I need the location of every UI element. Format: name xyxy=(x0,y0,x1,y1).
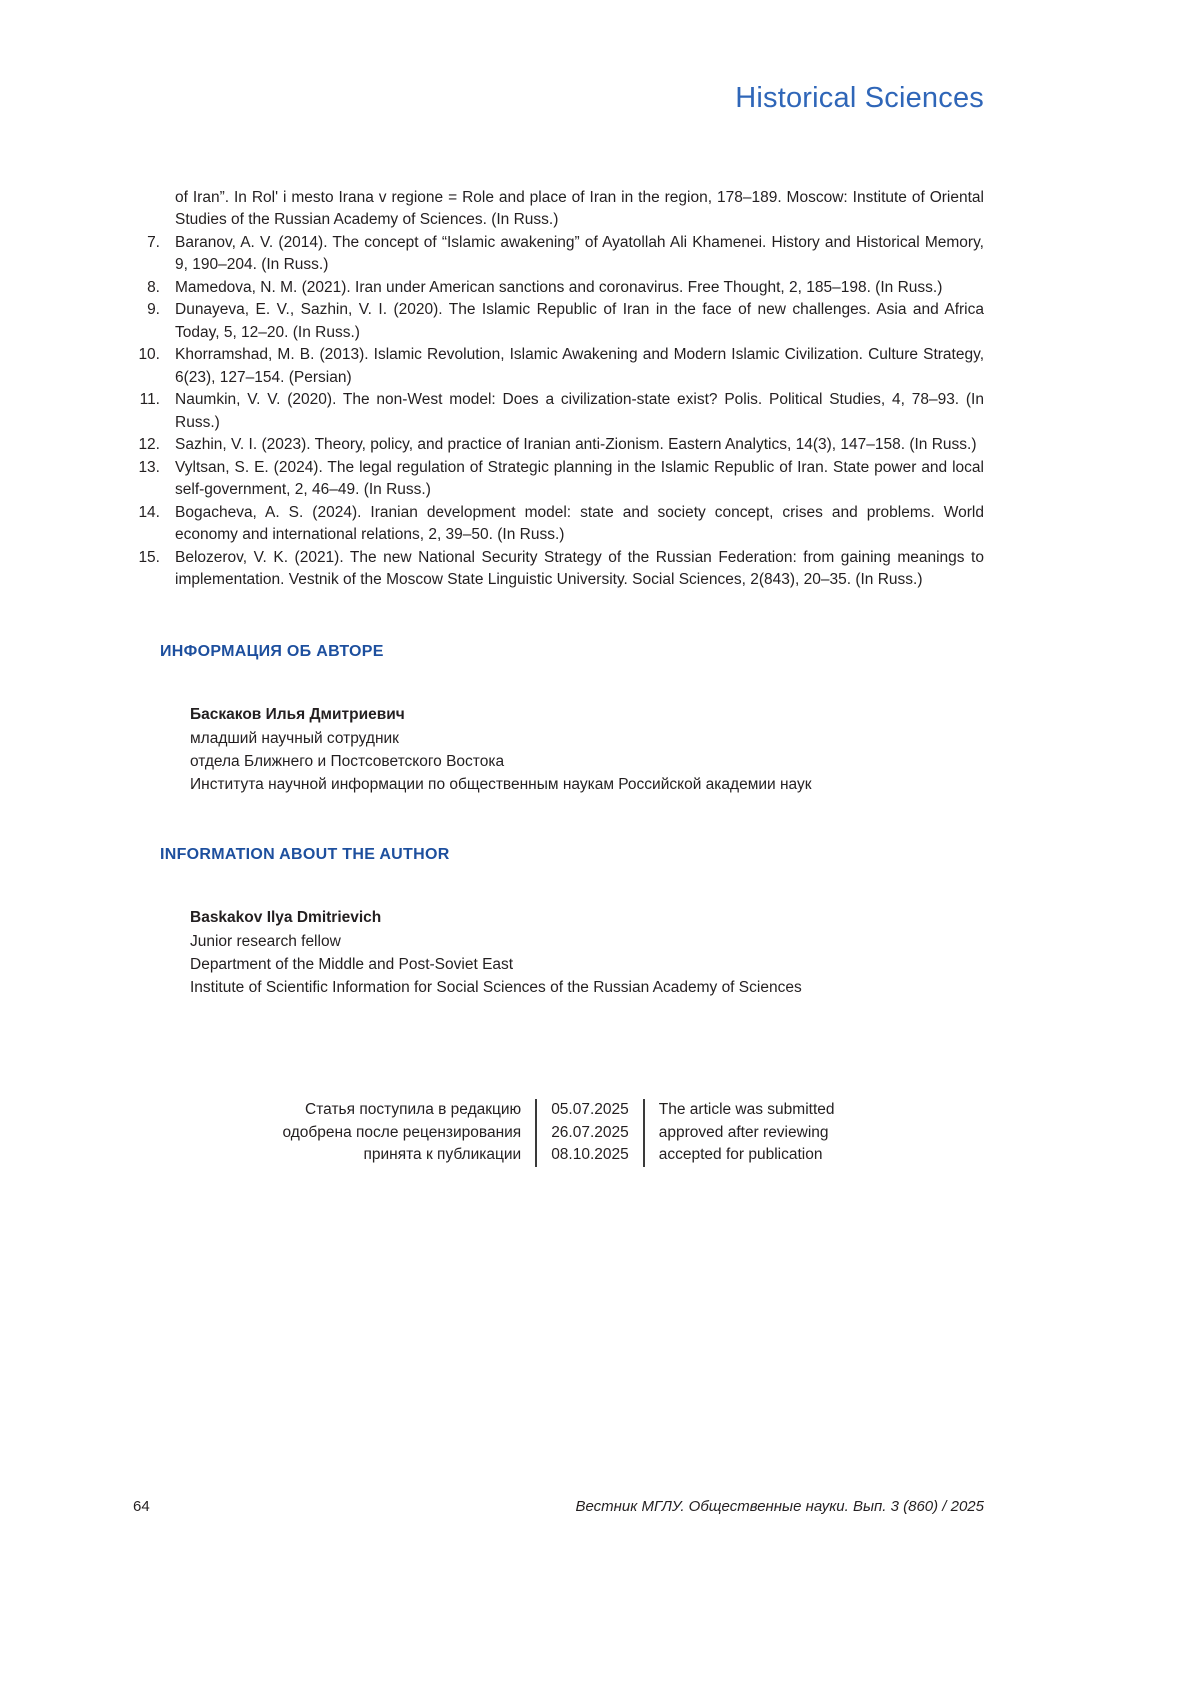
vertical-divider xyxy=(535,1099,537,1166)
vertical-divider xyxy=(643,1099,645,1166)
submission-label-en: The article was submitted xyxy=(658,1101,835,1119)
reference-text: Baranov, A. V. (2014). The concept of “Islamic awakening” of Ayatollah Ali Khamenei. History and Historical Memory, 9, 190–204. (In Russ.) xyxy=(175,233,984,274)
references-list xyxy=(133,187,984,591)
reference-item xyxy=(133,434,984,456)
page-number: 64 xyxy=(133,1498,150,1515)
reference-text: Naumkin, V. V. (2020). The non-West model: Does a civilization-state exist? Polis. Political Studies, 4, 78–93. (In Russ.) xyxy=(175,391,984,431)
reference-text: Vyltsan, S. E. (2024). The legal regulation of Strategic planning in the Islamic Republic of Iran. State power and local self-government, 2, 46–49. (In Russ.) xyxy=(175,458,984,499)
reference-number: 15. xyxy=(138,548,160,566)
journal-page xyxy=(133,0,984,1697)
submission-dates xyxy=(551,1099,629,1166)
reference-number: 14. xyxy=(138,503,160,521)
submission-label-ru: принята к публикации xyxy=(363,1146,522,1164)
reference-number: 8. xyxy=(147,278,160,296)
reference-text: Sazhin, V. I. (2023). Theory, policy, and practice of Iranian anti-Zionism. Eastern Analytics, 14(3), 147–158. (In Russ.) xyxy=(175,436,977,454)
submission-date: 05.07.2025 xyxy=(551,1101,629,1119)
reference-item xyxy=(133,299,984,344)
author-department-ru: отдела Ближнего и Постсоветского Востока xyxy=(190,752,505,770)
reference-text: Khorramshad, M. B. (2013). Islamic Revolution, Islamic Awakening and Modern Islamic Civilization. Culture Strategy, 6(23), 127–154. (Persian) xyxy=(175,346,984,386)
reference-item xyxy=(133,457,984,502)
author-institute-ru: Института научной информации по общественным наукам Российской академии наук xyxy=(190,776,812,794)
reference-item xyxy=(133,502,984,547)
author-info-en xyxy=(190,906,984,999)
reference-item xyxy=(133,344,984,389)
reference-item xyxy=(133,547,984,592)
reference-number: 7. xyxy=(147,233,160,251)
reference-text: Mamedova, N. M. (2021). Iran under American sanctions and coronavirus. Free Thought, 2, 185–198. (In Russ.) xyxy=(175,278,943,296)
reference-text: Belozerov, V. K. (2021). The new National Security Strategy of the Russian Federation: from gaining meanings to implementation. Vestnik of the Moscow State Linguistic University. Social Sciences, 2(843), 20–35. (In Russ.) xyxy=(175,548,984,588)
reference-number: 9. xyxy=(147,301,160,319)
submission-label-en: accepted for publication xyxy=(658,1146,823,1164)
section-heading-author-info-en: INFORMATION ABOUT THE AUTHOR xyxy=(160,846,450,864)
journal-footer-line: Вестник МГЛУ. Общественные науки. Вып. 3 (860) / 2025 xyxy=(575,1498,984,1515)
reference-text: of Iran”. In Rol' i mesto Irana v regione = Role and place of Iran in the region, 178–189. Moscow: Institute of Oriental Studies of the Russian Academy of Sciences. (In Russ.) xyxy=(175,189,984,229)
submission-labels-ru xyxy=(282,1099,521,1166)
author-department-en: Department of the Middle and Post-Soviet East xyxy=(190,955,514,973)
submission-label-en: approved after reviewing xyxy=(658,1123,829,1141)
submission-label-ru: Статья поступила в редакцию xyxy=(305,1101,522,1119)
author-name-ru: Баскаков Илья Дмитриевич xyxy=(190,706,405,724)
page-footer xyxy=(133,1498,984,1515)
reference-number: 11. xyxy=(139,391,160,409)
reference-number: 13. xyxy=(138,458,160,476)
reference-number xyxy=(133,187,175,232)
author-info-ru xyxy=(190,703,984,796)
reference-text: Dunayeva, E. V., Sazhin, V. I. (2020). The Islamic Republic of Iran in the face of new challenges. Asia and Africa Today, 5, 12–20. (In Russ.) xyxy=(175,301,984,341)
submission-dates-block xyxy=(133,1099,984,1166)
page-header-title: Historical Sciences xyxy=(735,82,984,114)
submission-date: 26.07.2025 xyxy=(551,1123,629,1141)
reference-item xyxy=(133,187,984,232)
reference-item xyxy=(133,277,984,299)
submission-labels-en xyxy=(659,1099,835,1166)
reference-number: 12. xyxy=(138,436,160,454)
submission-date: 08.10.2025 xyxy=(551,1146,629,1164)
section-heading-author-info-ru: ИНФОРМАЦИЯ ОБ АВТОРЕ xyxy=(160,643,384,661)
author-institute-en: Institute of Scientific Information for Social Sciences of the Russian Academy of Sciences xyxy=(190,979,802,997)
reference-item xyxy=(133,389,984,434)
reference-text: Bogacheva, A. S. (2024). Iranian development model: state and society concept, crises and problems. World economy and international relations, 2, 39–50. (In Russ.) xyxy=(175,503,984,544)
author-position-ru: младший научный сотрудник xyxy=(190,729,399,747)
author-name-en: Baskakov Ilya Dmitrievich xyxy=(190,909,382,927)
reference-number: 10. xyxy=(138,346,160,364)
submission-label-ru: одобрена после рецензирования xyxy=(282,1123,522,1141)
reference-item xyxy=(133,232,984,277)
author-position-en: Junior research fellow xyxy=(190,932,341,950)
